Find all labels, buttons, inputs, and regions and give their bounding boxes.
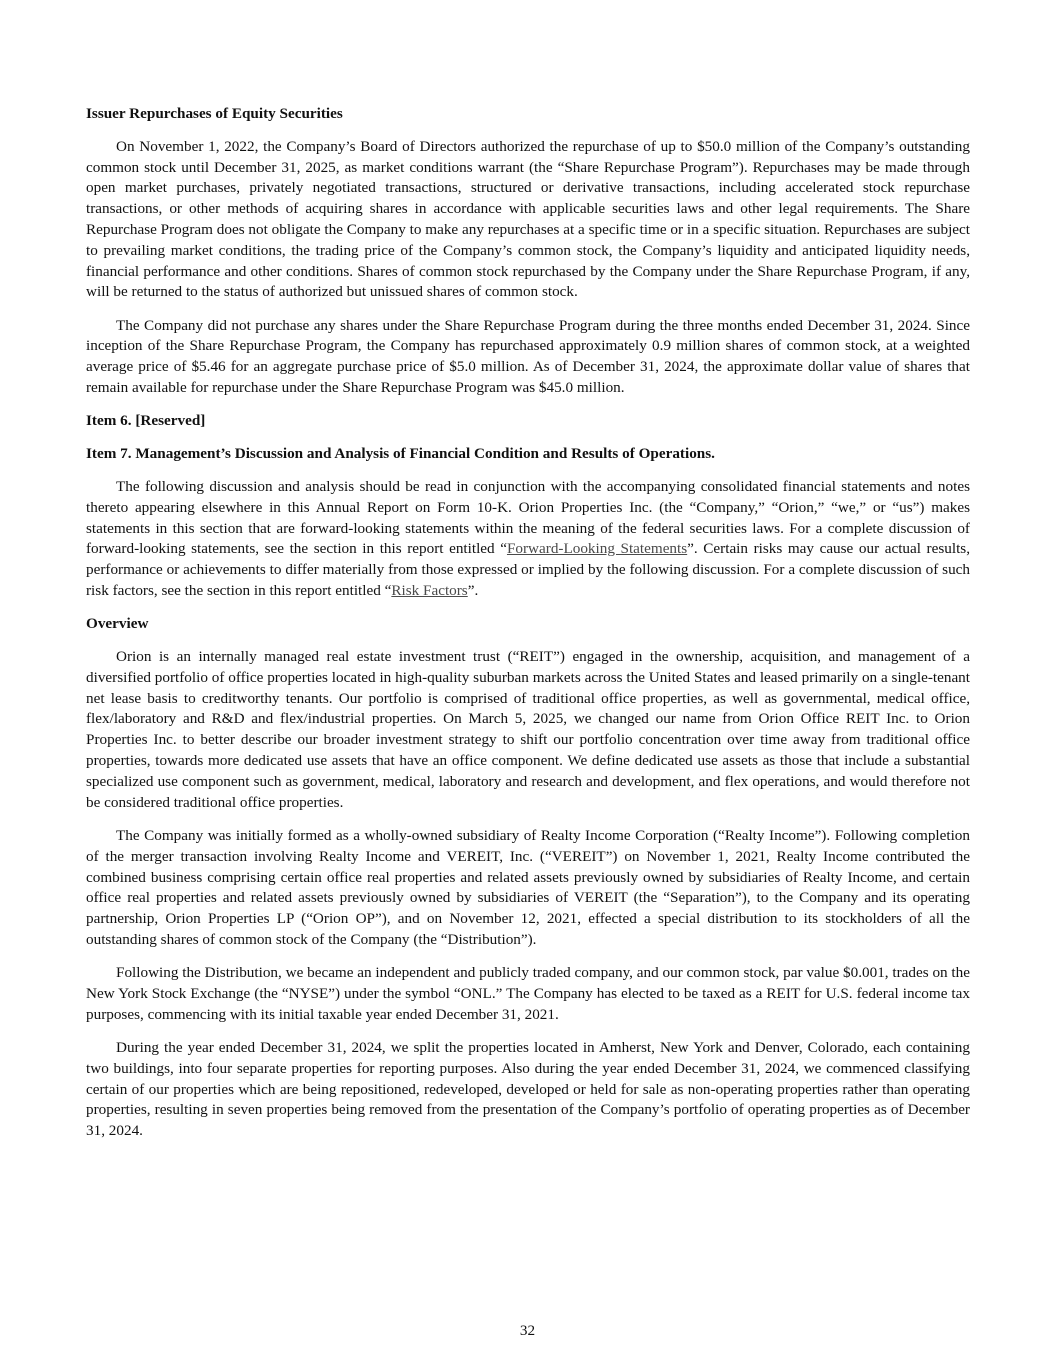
section-heading-overview: Overview [86, 615, 149, 633]
paragraph-repurchase-authorization: On November 1, 2022, the Company’s Board of Directors authorized the repurchase of up to $50.0 million of the Company’s outstanding common stock until December 31, 2025, as market conditions warrant (the “Share Repurchase Program”). Repurchases may be made through open market purchases, privately negotiated transactions, structured or derivative transactions, including accelerated stock repurchase transactions, or other methods of acquiring shares in accordance with applicable securities laws and other legal requirements. The Share Repurchase Program does not obligate the Company to make any repurchases at a specific time or in a specific situation. Repurchases are subject to prevailing market conditions, the trading price of the Company’s common stock, the Company’s liquidity and anticipated liquidity needs, financial performance and other conditions. Shares of common stock repurchased by the Company under the Share Repurchase Program, if any, will be returned to the status of authorized but unissued shares of common stock. [86, 137, 970, 301]
mdna-intro-text-1: The following discussion and analysis should be read in conjunction with the accompanying consolidated financial statements and notes thereto appearing elsewhere in this Annual Report on Form 10-K. Orion Properties Inc. (the “Company,” “Orion,” “we,” or “us”) makes statements in this section that are forward-looking statements within the meaning of the federal securities laws. For a complete discussion of forward-looking statements, see the section in this report entitled “ [86, 477, 970, 558]
paragraph-overview-distribution: Following the Distribution, we became an independent and publicly traded company, and our common stock, par value $0.001, trades on the New York Stock Exchange (the “NYSE”) under the symbol “ONL.” The Company has elected to be taxed as a REIT for U.S. federal income tax purposes, commencing with its initial taxable year ended December 31, 2021. [86, 964, 970, 1023]
mdna-intro-text-2: ”. Certain risks may cause our actual results, performance or achievements to differ materially from those expressed or implied by the following discussion. For a complete discussion of such risk factors, see the section in this report entitled “ [86, 540, 970, 599]
section-heading-item-7: Item 7. Management’s Discussion and Analysis of Financial Condition and Results of Operations. [86, 445, 715, 463]
paragraph-mdna-intro [86, 477, 970, 602]
paragraph-overview-company: Orion is an internally managed real estate investment trust (“REIT”) engaged in the ownership, acquisition, and management of a diversified portfolio of office properties located in high-quality suburban markets across the United States and leased primarily on a single-tenant net lease basis to creditworthy tenants. Our portfolio is comprised of traditional office properties, as well as governmental, medical office, flex/laboratory and R&D and flex/industrial properties. On March 5, 2025, we changed our name from Orion Office REIT Inc. to Orion Properties Inc. to better describe our broader investment strategy to shift our portfolio concentration over time away from traditional office properties, towards more dedicated use assets that have an office component. We define dedicated use assets as those that include a substantial specialized use component such as government, medical, laboratory and research and development, and flex operations, and would therefore not be considered traditional office properties. [86, 648, 970, 811]
page-number: 32 [519, 1322, 536, 1339]
section-heading-issuer-repurchases: Issuer Repurchases of Equity Securities [86, 105, 343, 122]
risk-factors-link[interactable]: Risk Factors [391, 581, 468, 599]
mdna-intro-text-3: ”. [467, 581, 479, 599]
document-page [86, 104, 970, 1155]
paragraph-overview-properties: During the year ended December 31, 2024, we split the properties located in Amherst, New York and Denver, Colorado, each containing two buildings, into four separate properties for reporting purposes. Also during the year ended December 31, 2024, we commenced classifying certain of our properties which are being repositioned, redeveloped, developed or held for sale as non-operating properties rather than operating properties, resulting in seven properties being removed from the presentation of the Company’s portfolio of operating properties as of December 31, 2024. [86, 1039, 970, 1140]
section-heading-item-6: Item 6. [Reserved] [86, 412, 206, 430]
forward-looking-statements-link[interactable]: Forward-Looking Statements [506, 540, 688, 558]
paragraph-overview-formation: The Company was initially formed as a wholly-owned subsidiary of Realty Income Corporation (“Realty Income”). Following completion of the merger transaction involving Realty Income and VEREIT, Inc. (“VEREIT”) on November 1, 2021, Realty Income contributed the combined business comprising certain office real properties and related assets previously owned by subsidiaries of Realty Income, and certain office real properties and related assets previously owned by subsidiaries of VEREIT (the “Separation”), to the Company and its operating partnership, Orion Properties LP (“Orion OP”), and on November 12, 2021, effected a special distribution to its stockholders of all the outstanding shares of common stock of the Company (the “Distribution”). [86, 826, 970, 948]
paragraph-repurchase-activity: The Company did not purchase any shares under the Share Repurchase Program during the three months ended December 31, 2024. Since inception of the Share Repurchase Program, the Company has repurchased approximately 0.9 million shares of common stock, at a weighted average price of $5.46 for an aggregate purchase price of $5.0 million. As of December 31, 2024, the approximate dollar value of shares that remain available for repurchase under the Share Repurchase Program was $45.0 million. [86, 316, 970, 397]
